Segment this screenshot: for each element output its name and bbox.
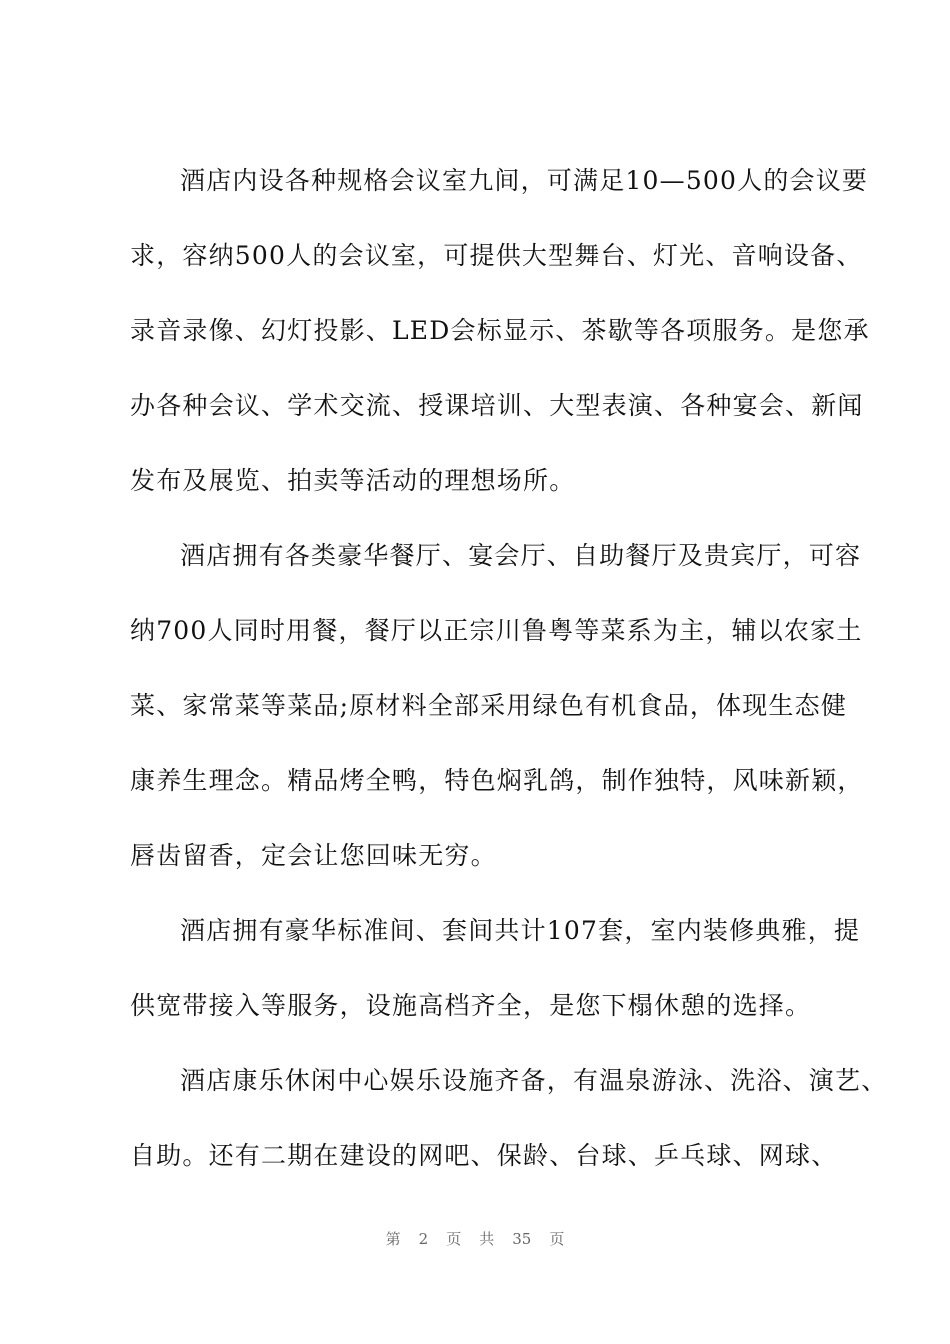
text-line: 供宽带接入等服务，设施高档齐全，是您下榻休憩的选择。 bbox=[130, 991, 812, 1020]
text-line: 菜、家常菜等菜品;原材料全部采用绿色有机食品，体现生态健 bbox=[130, 691, 848, 720]
text-line: 酒店拥有各类豪华餐厅、宴会厅、自助餐厅及贵宾厅，可容 bbox=[180, 541, 862, 570]
text-line: 自助。还有二期在建设的网吧、保龄、台球、乒乓球、网球、 bbox=[130, 1141, 838, 1170]
text-line: 求，容纳500人的会议室，可提供大型舞台、灯光、音响设备、 bbox=[130, 241, 863, 270]
footer-page-number: 2 bbox=[418, 1230, 429, 1248]
footer-gong: 共 bbox=[479, 1230, 495, 1248]
page-footer bbox=[0, 1228, 950, 1249]
text-line: 唇齿留香，定会让您回味无穷。 bbox=[130, 841, 497, 870]
text-line: 办各种会议、学术交流、授课培训、大型表演、各种宴会、新闻 bbox=[130, 391, 864, 420]
text-line: 录音录像、幻灯投影、LED会标显示、茶歇等各项服务。是您承 bbox=[130, 316, 870, 345]
text-line: 酒店内设各种规格会议室九间，可满足10—500人的会议要 bbox=[180, 166, 869, 195]
footer-total-pages: 35 bbox=[512, 1230, 532, 1248]
document-body bbox=[130, 156, 888, 1206]
text-line: 酒店康乐休闲中心娱乐设施齐备，有温泉游泳、洗浴、演艺、 bbox=[180, 1066, 888, 1095]
footer-ye: 页 bbox=[446, 1230, 462, 1248]
text-line: 纳700人同时用餐，餐厅以正宗川鲁粤等菜系为主，辅以农家土 bbox=[130, 616, 863, 645]
text-line: 康养生理念。精品烤全鸭，特色焖乳鸽，制作独特，风味新颖， bbox=[130, 766, 864, 795]
text-line: 发布及展览、拍卖等活动的理想场所。 bbox=[130, 466, 576, 495]
text-line: 酒店拥有豪华标准间、套间共计107套，室内装修典雅，提 bbox=[180, 916, 861, 945]
footer-di: 第 bbox=[385, 1230, 401, 1248]
footer-ye: 页 bbox=[549, 1230, 565, 1248]
